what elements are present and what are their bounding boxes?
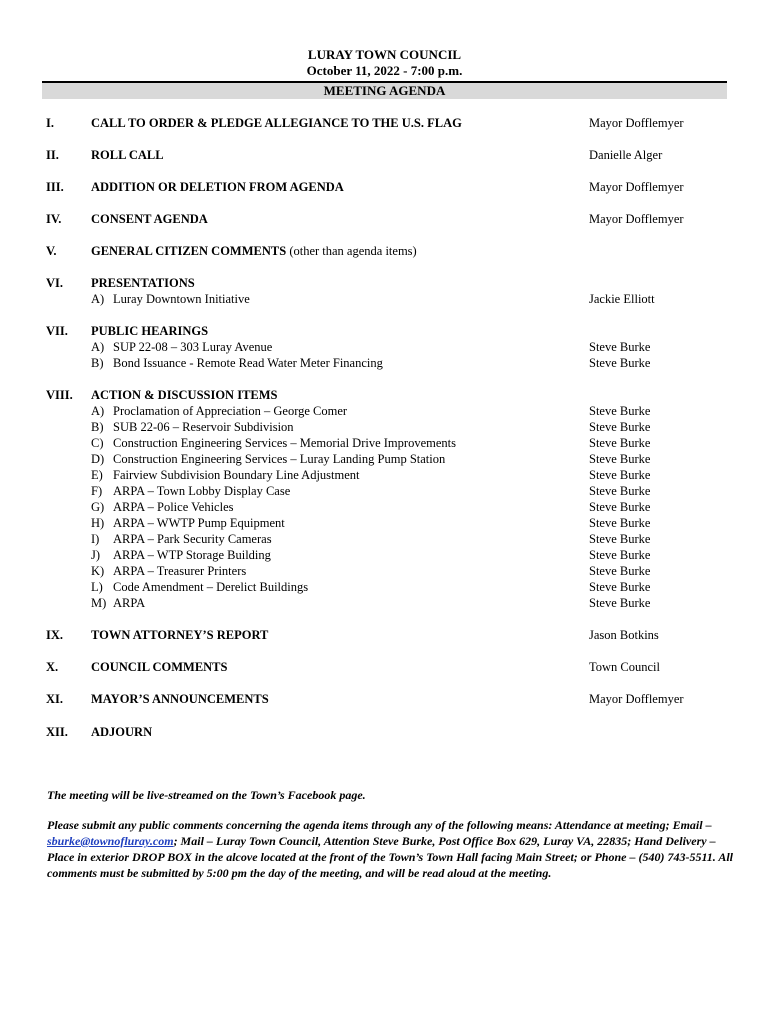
- item-number: X.: [46, 660, 59, 674]
- subitem-presenter: Steve Burke: [589, 516, 651, 530]
- subitem-letter: G): [91, 500, 105, 514]
- item-title-text: ADDITION OR DELETION FROM AGENDA: [91, 180, 344, 194]
- subitem-text: [91, 595, 145, 611]
- item-title-text: COUNCIL COMMENTS: [91, 660, 228, 674]
- subitem-text: [91, 499, 234, 515]
- public-comments-note: [47, 817, 737, 881]
- subitem-presenter: Steve Burke: [589, 340, 651, 354]
- item-title-text: PUBLIC HEARINGS: [91, 324, 209, 338]
- subitem-presenter: Steve Burke: [589, 468, 651, 482]
- subitem-presenter: Steve Burke: [589, 420, 651, 434]
- item-number: VII.: [46, 324, 68, 338]
- item-presenter: Mayor Dofflemyer: [589, 212, 684, 226]
- agenda-heading: MEETING AGENDA: [42, 83, 727, 99]
- item-title: [91, 724, 152, 740]
- item-title: [91, 179, 344, 195]
- subitem-letter: F): [91, 484, 103, 498]
- item-title-note: (other than agenda items): [289, 244, 417, 258]
- subitem-label: Construction Engineering Services – Luray Landing Pump Station: [113, 452, 446, 466]
- subitem-label: Construction Engineering Services – Memorial Drive Improvements: [113, 436, 456, 450]
- subitem-presenter: Jackie Elliott: [589, 292, 655, 306]
- subitem-label: ARPA – Treasurer Printers: [113, 564, 247, 578]
- subitem-presenter: Steve Burke: [589, 356, 651, 370]
- subitem-text: [91, 579, 308, 595]
- subitem-presenter: Steve Burke: [589, 484, 651, 498]
- subitem-label: ARPA: [113, 596, 146, 610]
- item-number: IV.: [46, 212, 62, 226]
- item-number: VIII.: [46, 388, 73, 402]
- item-number: V.: [46, 244, 57, 258]
- subitem-presenter: Steve Burke: [589, 580, 651, 594]
- subitem-label: Luray Downtown Initiative: [113, 292, 250, 306]
- subitem-text: [91, 355, 383, 371]
- item-title: [91, 387, 278, 403]
- item-number: I.: [46, 116, 54, 130]
- subitem-presenter: Steve Burke: [589, 452, 651, 466]
- item-presenter: Mayor Dofflemyer: [589, 116, 684, 130]
- subitem-label: SUB 22-06 – Reservoir Subdivision: [113, 420, 294, 434]
- subitem-letter: E): [91, 468, 103, 482]
- subitem-letter: H): [91, 516, 105, 530]
- subitem-letter: B): [91, 356, 104, 370]
- subitem-text: [91, 515, 285, 531]
- item-number: III.: [46, 180, 64, 194]
- item-title: [91, 627, 268, 643]
- comments-intro: Please submit any public comments concerning the agenda items through any of the following means: Attendance at meeting; Email –: [47, 818, 712, 832]
- subitem-text: [91, 563, 246, 579]
- item-title: [91, 659, 227, 675]
- subitem-label: Proclamation of Appreciation – George Comer: [113, 404, 348, 418]
- subitem-letter: K): [91, 564, 105, 578]
- subitem-text: [91, 531, 272, 547]
- item-title: [91, 147, 164, 163]
- subitem-text: [91, 403, 347, 419]
- item-title: [91, 211, 208, 227]
- subitem-presenter: Steve Burke: [589, 564, 651, 578]
- subitem-text: [91, 435, 456, 451]
- livestream-note: The meeting will be live-streamed on the Town’s Facebook page.: [47, 788, 366, 802]
- subitem-letter: D): [91, 452, 105, 466]
- item-title-text: PRESENTATIONS: [91, 276, 195, 290]
- subitem-letter: L): [91, 580, 103, 594]
- item-title-text: ADJOURN: [91, 725, 153, 739]
- subitem-text: [91, 483, 290, 499]
- subitem-label: Fairview Subdivision Boundary Line Adjustment: [113, 468, 360, 482]
- subitem-label: ARPA – WTP Storage Building: [113, 548, 271, 562]
- item-number: II.: [46, 148, 59, 162]
- item-title-text: CONSENT AGENDA: [91, 212, 208, 226]
- council-title: LURAY TOWN COUNCIL: [307, 47, 462, 62]
- subitem-presenter: Steve Burke: [589, 532, 651, 546]
- subitem-letter: J): [91, 548, 101, 562]
- subitem-label: Bond Issuance - Remote Read Water Meter Financing: [113, 356, 383, 370]
- item-title-text: MAYOR’S ANNOUNCEMENTS: [91, 692, 269, 706]
- subitem-letter: C): [91, 436, 104, 450]
- subitem-label: Code Amendment – Derelict Buildings: [113, 580, 309, 594]
- subitem-presenter: Steve Burke: [589, 436, 651, 450]
- item-title-text: TOWN ATTORNEY’S REPORT: [91, 628, 269, 642]
- item-number: VI.: [46, 276, 64, 290]
- item-presenter: Town Council: [589, 660, 660, 674]
- item-number: XII.: [46, 725, 68, 739]
- subitem-label: ARPA – Police Vehicles: [113, 500, 234, 514]
- subitem-label: ARPA – WWTP Pump Equipment: [113, 516, 285, 530]
- meeting-date: October 11, 2022 - 7:00 p.m.: [306, 63, 463, 78]
- subitem-text: [91, 419, 294, 435]
- item-presenter: Danielle Alger: [589, 148, 663, 162]
- subitem-letter: M): [91, 596, 107, 610]
- item-title-text: ROLL CALL: [91, 148, 164, 162]
- item-number: IX.: [46, 628, 64, 642]
- item-presenter: Mayor Dofflemyer: [589, 692, 684, 706]
- subitem-label: ARPA – Park Security Cameras: [113, 532, 272, 546]
- subitem-presenter: Steve Burke: [589, 548, 651, 562]
- item-title: [91, 323, 208, 339]
- item-presenter: Jason Botkins: [589, 628, 659, 642]
- item-title-text: GENERAL CITIZEN COMMENTS: [91, 244, 287, 258]
- subitem-letter: A): [91, 340, 105, 354]
- email-link[interactable]: sburke@townofluray.com: [47, 834, 174, 848]
- comments-details: ; Mail – Luray Town Council, Attention Steve Burke, Post Office Box 629, Luray VA, 22835; Hand Delivery – Place in exterior DROP BOX in the alcove located at the front of the Town’s Town Hall facing Main Street; or Phone – (540) 743-5511. All comments must be submitted by 5:00 pm the day of the meeting, and will be read aloud at the meeting.: [47, 834, 734, 880]
- item-title: [91, 691, 269, 707]
- subitem-label: SUP 22-08 – 303 Luray Avenue: [113, 340, 273, 354]
- subitem-letter: I): [91, 532, 100, 546]
- item-title: [91, 115, 462, 131]
- subitem-text: [91, 339, 272, 355]
- subitem-text: [91, 451, 445, 467]
- item-presenter: Mayor Dofflemyer: [589, 180, 684, 194]
- item-title-text: ACTION & DISCUSSION ITEMS: [91, 388, 278, 402]
- item-title: [91, 275, 195, 291]
- subitem-letter: A): [91, 404, 105, 418]
- subitem-text: [91, 547, 271, 563]
- subitem-label: ARPA – Town Lobby Display Case: [113, 484, 291, 498]
- item-title-text: CALL TO ORDER & PLEDGE ALLEGIANCE TO THE U.S. FLAG: [91, 116, 462, 130]
- subitem-presenter: Steve Burke: [589, 500, 651, 514]
- subitem-letter: A): [91, 292, 105, 306]
- subitem-presenter: Steve Burke: [589, 596, 651, 610]
- item-number: XI.: [46, 692, 64, 706]
- subitem-text: [91, 291, 250, 307]
- subitem-presenter: Steve Burke: [589, 404, 651, 418]
- subitem-letter: B): [91, 420, 104, 434]
- subitem-text: [91, 467, 360, 483]
- item-title: [91, 243, 417, 259]
